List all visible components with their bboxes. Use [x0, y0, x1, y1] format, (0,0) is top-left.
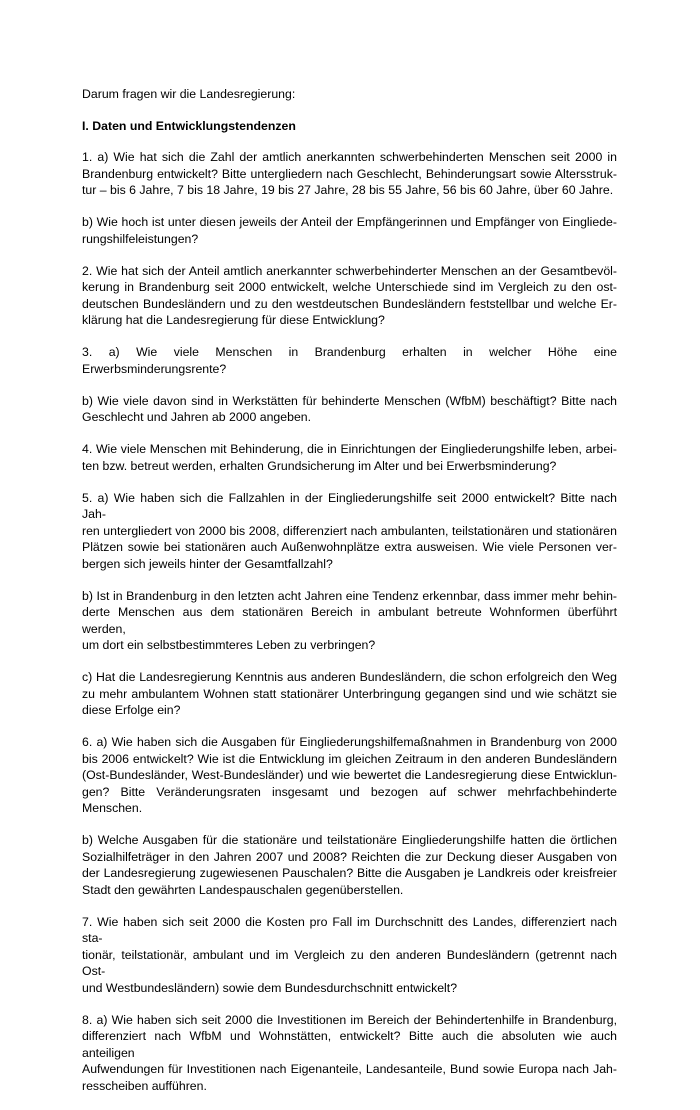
question-paragraph	[82, 149, 617, 199]
question-paragraph	[82, 393, 617, 426]
text-line: der Landesregierung zugewiesenen Pauschalen? Bitte die Ausgaben je Landkreis oder kreisfreier	[82, 866, 617, 880]
text-line: 1. a) Wie hat sich die Zahl der amtlich anerkannten schwerbehinderten Menschen seit 2000 in	[82, 150, 617, 164]
question-paragraph	[82, 214, 617, 247]
text-line: bergen sich jeweils hinter der Gesamtfallzahl?	[82, 556, 333, 571]
text-line: rungshilfeleistungen?	[82, 231, 199, 246]
text-line: 5. a) Wie haben sich die Fallzahlen in der Eingliederungshilfe seit 2000 entwickelt? Bitte nach Jah-	[82, 490, 617, 521]
text-line: derte Menschen aus dem stationären Bereich in ambulant betreute Wohnformen überführt werden,	[82, 605, 617, 636]
questions-list	[82, 149, 617, 1094]
text-line: 8. a) Wie haben sich seit 2000 die Investitionen im Bereich der Behindertenhilfe in Brandenburg,	[82, 1012, 617, 1027]
text-line: 7. Wie haben sich seit 2000 die Kosten pro Fall im Durchschnitt des Landes, differenziert nach sta-	[82, 914, 617, 945]
text-line: b) Wie hoch ist unter diesen jeweils der Anteil der Empfängerinnen und Empfänger von Eingliede-	[82, 215, 617, 229]
text-line: um dort ein selbstbestimmteres Leben zu verbringen?	[82, 638, 376, 652]
document-page	[82, 86, 617, 1110]
text-line: bis 2006 entwickelt? Wie ist die Entwicklung im gleichen Zeitraum in den anderen Bundesländern	[82, 751, 617, 766]
question-paragraph	[82, 263, 617, 329]
text-line: Geschlecht und Jahren ab 2000 angeben.	[82, 410, 312, 424]
question-paragraph	[82, 734, 617, 817]
text-line: differenziert nach WfbM und Wohnstätten, entwickelt? Bitte auch die absoluten wie auch anteiligen	[82, 1029, 617, 1060]
question-paragraph	[82, 441, 617, 474]
text-line: und Westbundesländern) sowie dem Bundesdurchschnitt entwickelt?	[82, 980, 458, 995]
question-paragraph	[82, 588, 617, 654]
text-line: zu mehr ambulantem Wohnen statt stationärer Unterbringung gegangen sind und wie schätzt sie	[82, 686, 617, 701]
text-line: Erwerbsminderungsrente?	[82, 361, 227, 376]
text-line: ten bzw. betreut werden, erhalten Grundsicherung im Alter und bei Erwerbsminderung?	[82, 458, 557, 473]
question-paragraph	[82, 1012, 617, 1095]
text-line: deutschen Bundesländern und zu den westdeutschen Bundesländern feststellbar und welche Er-	[82, 296, 617, 311]
section-heading: I. Daten und Entwicklungstendenzen	[82, 118, 296, 133]
question-paragraph	[82, 914, 617, 997]
question-paragraph	[82, 669, 617, 719]
text-line: 6. a) Wie haben sich die Ausgaben für Eingliederungshilfemaßnahmen in Brandenburg von 2000	[82, 735, 617, 749]
text-line: klärung hat die Landesregierung für diese Entwicklung?	[82, 313, 385, 327]
text-line: Stadt den gewährten Landespauschalen gegenüberstellen.	[82, 882, 404, 897]
text-line: Aufwendungen für Investitionen nach Eigenanteile, Landesanteile, Bund sowie Europa nach Jah-	[82, 1062, 617, 1076]
text-line: gen? Bitte Veränderungsraten insgesamt und bezogen auf schwer mehrfachbehinderte Menschen.	[82, 784, 617, 815]
text-line: c) Hat die Landesregierung Kenntnis aus anderen Bundesländern, die schon erfolgreich den Weg	[82, 670, 617, 684]
intro-text: Darum fragen wir die Landesregierung:	[82, 87, 296, 101]
text-line: 3. a) Wie viele Menschen in Brandenburg erhalten in welcher Höhe eine	[82, 345, 617, 359]
text-line: 4. Wie viele Menschen mit Behinderung, die in Einrichtungen der Eingliederungshilfe leben, arbei-	[82, 442, 617, 456]
text-line: (Ost-Bundesländer, West-Bundesländer) und wie bewertet die Landesregierung diese Entwicklun-	[82, 768, 617, 782]
text-line: Sozialhilfeträger in den Jahren 2007 und 2008? Reichten die zur Deckung dieser Ausgaben von	[82, 849, 617, 864]
text-line: 2. Wie hat sich der Anteil amtlich anerkannter schwerbehinderter Menschen an der Gesamtbevöl-	[82, 263, 617, 278]
text-line: Brandenburg entwickelt? Bitte untergliedern nach Geschlecht, Behinderungsart sowie Altersstruk-	[82, 166, 617, 181]
text-line: ren untergliedert von 2000 bis 2008, differenziert nach ambulanten, teilstationären und stationären	[82, 523, 617, 538]
text-line: b) Welche Ausgaben für die stationäre und teilstationäre Eingliederungshilfe hatten die örtlichen	[82, 833, 617, 847]
text-line: resscheiben aufführen.	[82, 1078, 207, 1093]
text-line: b) Wie viele davon sind in Werkstätten für behinderte Menschen (WfbM) beschäftigt? Bitte nach	[82, 393, 617, 408]
question-paragraph	[82, 344, 617, 377]
text-line: tionär, teilstationär, ambulant und im Vergleich zu den anderen Bundesländern (getrennt nach Ost-	[82, 947, 617, 978]
text-line: tur – bis 6 Jahre, 7 bis 18 Jahre, 19 bis 27 Jahre, 28 bis 55 Jahre, 56 bis 60 Jahre, über 60 Jahre.	[82, 183, 614, 197]
text-line: Plätzen sowie bei stationären auch Außenwohnplätze extra ausweisen. Wie viele Personen ver-	[82, 540, 617, 554]
text-line: kerung in Brandenburg seit 2000 entwickelt, welche Unterschiede sind im Vergleich zu den ost-	[82, 280, 617, 294]
question-paragraph	[82, 832, 617, 898]
question-paragraph	[82, 490, 617, 573]
text-line: b) Ist in Brandenburg in den letzten acht Jahren eine Tendenz erkennbar, dass immer mehr behin-	[82, 588, 617, 603]
text-line: diese Erfolge ein?	[82, 703, 181, 717]
